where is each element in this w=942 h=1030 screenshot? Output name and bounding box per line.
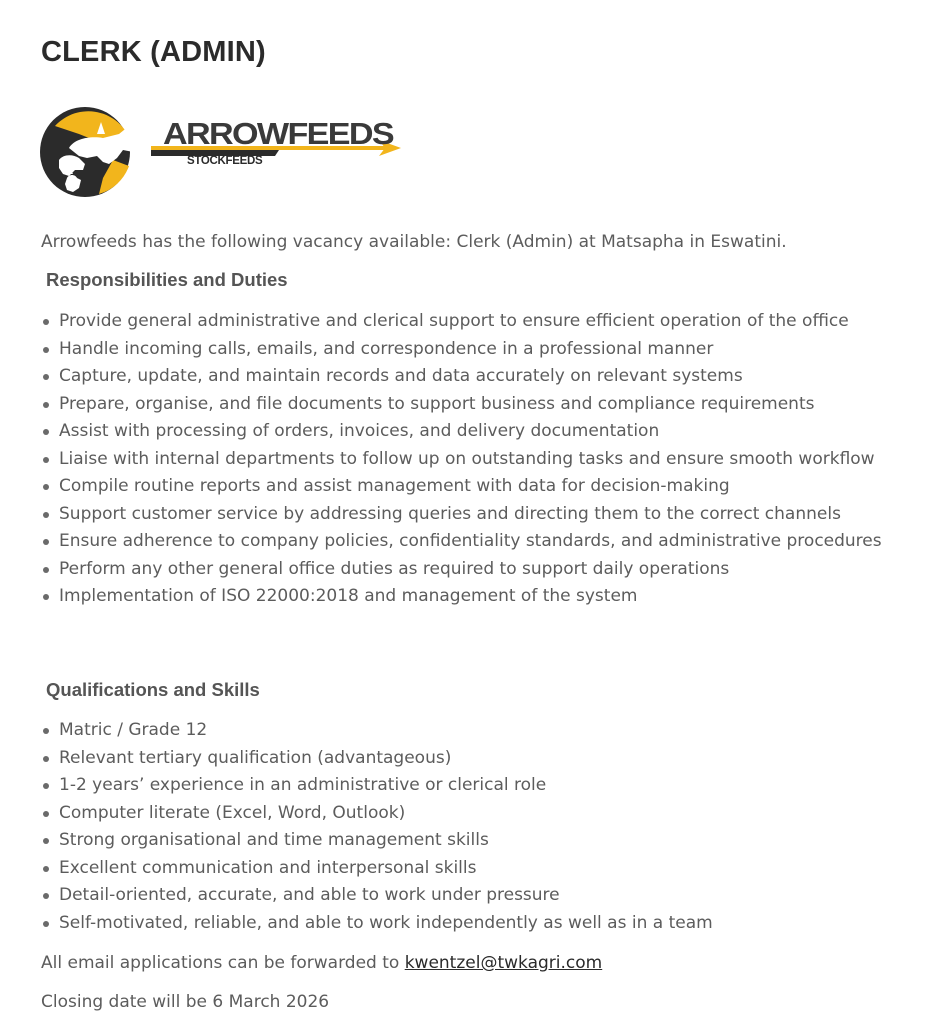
list-item: Strong organisational and time management skills	[41, 827, 911, 855]
bullet-icon	[43, 783, 49, 789]
bullet-icon	[43, 512, 49, 518]
bullet-icon	[43, 921, 49, 927]
list-item: Excellent communication and interpersonal skills	[41, 855, 911, 883]
list-item: Ensure adherence to company policies, confidentiality standards, and administrative procedures	[41, 528, 911, 556]
list-item: Capture, update, and maintain records and data accurately on relevant systems	[41, 363, 911, 391]
list-item: Matric / Grade 12	[41, 717, 911, 745]
logo-brand-text: ARROWFEEDS	[163, 116, 394, 151]
bullet-icon	[43, 429, 49, 435]
list-item: Implementation of ISO 22000:2018 and management of the system	[41, 583, 911, 611]
logo-tagline-text: STOCKFEEDS	[187, 155, 263, 167]
list-item: Computer literate (Excel, Word, Outlook)	[41, 800, 911, 828]
arrowfeeds-logo	[39, 104, 403, 200]
email-link[interactable]: kwentzel@twkagri.com	[404, 953, 603, 973]
qualifications-list	[41, 717, 911, 937]
list-item: Relevant tertiary qualification (advantageous)	[41, 745, 911, 773]
bullet-icon	[43, 728, 49, 734]
bullet-icon	[43, 811, 49, 817]
bullet-icon	[43, 484, 49, 490]
email-instructions	[41, 951, 602, 975]
list-item: Prepare, organise, and file documents to support business and compliance requirements	[41, 391, 911, 419]
responsibilities-heading: Responsibilities and Duties	[46, 269, 288, 290]
list-item: 1-2 years’ experience in an administrative or clerical role	[41, 772, 911, 800]
list-item: Self-motivated, reliable, and able to work independently as well as in a team	[41, 910, 911, 938]
bullet-icon	[43, 319, 49, 325]
list-item: Liaise with internal departments to follow up on outstanding tasks and ensure smooth workflow	[41, 446, 911, 474]
list-item: Handle incoming calls, emails, and correspondence in a professional manner	[41, 336, 911, 364]
bullet-icon	[43, 457, 49, 463]
bullet-icon	[43, 866, 49, 872]
bullet-icon	[43, 756, 49, 762]
animal-silhouettes-logo-icon	[40, 107, 141, 197]
bullet-icon	[43, 374, 49, 380]
list-item: Perform any other general office duties as required to support daily operations	[41, 556, 911, 584]
bullet-icon	[43, 893, 49, 899]
bullet-icon	[43, 539, 49, 545]
page-title: CLERK (ADMIN)	[41, 36, 266, 68]
list-item: Detail-oriented, accurate, and able to work under pressure	[41, 882, 911, 910]
email-prefix-text: All email applications can be forwarded to	[41, 953, 405, 973]
qualifications-heading: Qualifications and Skills	[46, 679, 260, 700]
bullet-icon	[43, 838, 49, 844]
list-item: Support customer service by addressing queries and directing them to the correct channels	[41, 501, 911, 529]
bullet-icon	[43, 402, 49, 408]
responsibilities-list	[41, 308, 911, 611]
list-item: Provide general administrative and clerical support to ensure efficient operation of the office	[41, 308, 911, 336]
list-item: Compile routine reports and assist management with data for decision-making	[41, 473, 911, 501]
bullet-icon	[43, 347, 49, 353]
intro-text: Arrowfeeds has the following vacancy available: Clerk (Admin) at Matsapha in Eswatini.	[41, 232, 787, 252]
closing-date-text: Closing date will be 6 March 2026	[41, 992, 330, 1012]
bullet-icon	[43, 567, 49, 573]
list-item: Assist with processing of orders, invoices, and delivery documentation	[41, 418, 911, 446]
bullet-icon	[43, 594, 49, 600]
